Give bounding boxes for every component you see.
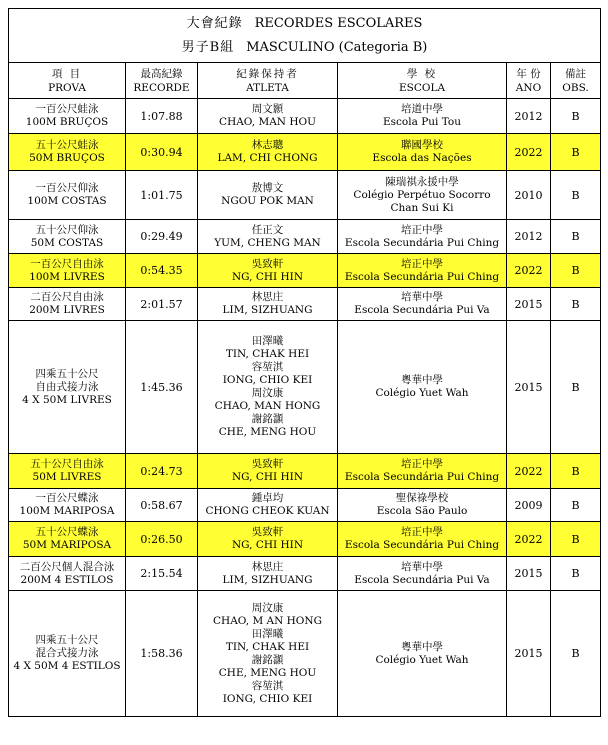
escola-cell-line: 培華中學 <box>401 560 443 573</box>
escola-cell-line: 培正中學 <box>401 257 443 270</box>
escola-cell-line: Escola Secundária Pui Va <box>354 304 490 316</box>
title-line-1 <box>11 12 598 36</box>
prova-cell <box>9 454 126 489</box>
atleta-cell-line: 周汶康 <box>251 387 284 399</box>
atleta-cell-line: 吳致軒 <box>251 257 284 270</box>
prova-cell <box>9 522 126 557</box>
obs-cell: B <box>551 522 601 557</box>
prova-cell-line: 四乘五十公尺 <box>35 367 99 380</box>
prova-cell <box>9 591 126 717</box>
table-row <box>9 591 601 717</box>
atleta-cell <box>198 134 338 171</box>
escola-cell-line: 培正中學 <box>401 223 443 236</box>
header-recorde: 最高紀錄 RECORDE <box>126 63 198 99</box>
obs-cell: B <box>551 454 601 489</box>
ano-cell: 2022 <box>507 454 551 489</box>
recorde-cell: 0:24.73 <box>126 454 198 489</box>
atleta-cell-line: LIM, SIZHUANG <box>222 573 313 586</box>
atleta-cell <box>198 254 338 288</box>
escola-cell <box>338 99 507 134</box>
ano-cell: 2022 <box>507 254 551 288</box>
escola-cell-line: Colégio Yuet Wah <box>375 653 469 666</box>
ano-cell: 2012 <box>507 99 551 134</box>
prova-cell-line: 一百公尺蛙泳 <box>35 103 99 115</box>
title-zh-1: 大會紀錄 <box>186 15 243 31</box>
obs-cell: B <box>551 489 601 522</box>
title-pt-2: MASCULINO (Categoria B) <box>246 39 428 55</box>
atleta-cell-line: CHE, MENG HOU <box>218 666 317 679</box>
recorde-cell: 1:01.75 <box>126 171 198 220</box>
escola-cell <box>338 454 507 489</box>
escola-cell-line: Escola Secundária Pui Ching <box>344 270 500 283</box>
atleta-cell <box>198 454 338 489</box>
escola-cell-line: Escola das Nações <box>372 152 472 164</box>
title-zh-2: 男子B組 <box>181 39 235 55</box>
records-table <box>8 8 601 717</box>
ano-cell: 2009 <box>507 489 551 522</box>
prova-cell-line: 4 X 50M LIVRES <box>22 393 112 406</box>
escola-cell-line: 聖保祿學校 <box>395 492 449 504</box>
table-row <box>9 288 601 321</box>
atleta-cell-line: 容堃淇 <box>251 361 284 373</box>
title-pt-1: RECORDES ESCOLARES <box>254 15 423 31</box>
prova-cell <box>9 220 126 254</box>
atleta-cell-line: 鍾卓均 <box>251 492 284 504</box>
atleta-cell-line: NG, CHI HIN <box>231 471 304 483</box>
obs-cell: B <box>551 99 601 134</box>
atleta-cell-line: YUM, CHENG MAN <box>214 236 321 249</box>
title-block <box>9 9 601 63</box>
obs-cell: B <box>551 288 601 321</box>
escola-cell <box>338 254 507 288</box>
atleta-cell-line: CHE, MENG HOU <box>218 426 317 438</box>
ano-cell: 2022 <box>507 522 551 557</box>
atleta-cell-line: 田澤曦 <box>251 335 284 347</box>
atleta-cell-line: CHONG CHEOK KUAN <box>205 505 330 517</box>
prova-cell-line: 50M MARIPOSA <box>22 539 112 551</box>
atleta-cell-line: 敖博文 <box>251 182 284 194</box>
prova-cell-line: 五十公尺蝶泳 <box>35 526 99 538</box>
recorde-cell: 1:07.88 <box>126 99 198 134</box>
table-row <box>9 99 601 134</box>
prova-cell-line: 50M COSTAS <box>30 236 104 249</box>
escola-cell-line: Escola Secundária Pui Ching <box>344 539 500 551</box>
atleta-cell <box>198 489 338 522</box>
escola-cell-line: 聯國學校 <box>401 139 443 151</box>
prova-cell <box>9 254 126 288</box>
atleta-cell-line: 周汶康 <box>251 601 284 614</box>
escola-cell-line: Chan Sui Ki <box>390 201 454 214</box>
obs-cell: B <box>551 171 601 220</box>
obs-cell: B <box>551 591 601 717</box>
atleta-cell <box>198 99 338 134</box>
header-ano: 年 份 ANO <box>507 63 551 99</box>
atleta-cell <box>198 288 338 321</box>
escola-cell <box>338 557 507 591</box>
atleta-cell-line: CHAO, MAN HOU <box>219 116 316 128</box>
prova-cell-line: 200M 4 ESTILOS <box>20 573 114 586</box>
table-row <box>9 522 601 557</box>
escola-cell-line: 粵華中學 <box>401 374 443 386</box>
escola-cell <box>338 288 507 321</box>
table-row <box>9 171 601 220</box>
atleta-cell-line: 吳致軒 <box>251 458 284 470</box>
prova-cell-line: 100M BRUÇOS <box>25 116 109 128</box>
atleta-cell-line: 容堃淇 <box>251 679 284 692</box>
table-row <box>9 489 601 522</box>
ano-cell: 2012 <box>507 220 551 254</box>
recorde-cell: 0:29.49 <box>126 220 198 254</box>
header-escola: 學 校 ESCOLA <box>338 63 507 99</box>
recorde-cell: 0:26.50 <box>126 522 198 557</box>
atleta-cell-line: 林思庄 <box>251 291 284 303</box>
prova-cell <box>9 321 126 454</box>
escola-cell <box>338 591 507 717</box>
atleta-cell-line: 謝銘灝 <box>251 653 284 666</box>
ano-cell: 2015 <box>507 591 551 717</box>
atleta-cell <box>198 557 338 591</box>
header-obs: 備註 OBS. <box>551 63 601 99</box>
obs-cell: B <box>551 134 601 171</box>
prova-cell-line: 一百公尺仰泳 <box>35 182 99 194</box>
prova-cell-line: 混合式接力泳 <box>35 647 99 659</box>
escola-cell <box>338 489 507 522</box>
escola-cell-line: 培正中學 <box>401 526 443 538</box>
atleta-cell-line: TIN, CHAK HEI <box>225 348 310 360</box>
prova-cell-line: 50M LIVRES <box>32 471 102 483</box>
prova-cell-line: 二百公尺自由泳 <box>30 291 104 303</box>
header-atleta: 紀錄保持者 ATLETA <box>198 63 338 99</box>
atleta-cell-line: NGOU POK MAN <box>221 195 314 207</box>
escola-cell <box>338 522 507 557</box>
prova-cell-line: 二百公尺個人混合泳 <box>19 560 115 573</box>
table-row <box>9 134 601 171</box>
records-sheet <box>8 8 600 717</box>
recorde-cell: 0:54.35 <box>126 254 198 288</box>
atleta-cell-line: 吳致軒 <box>251 526 284 538</box>
prova-cell-line: 五十公尺蛙泳 <box>35 139 99 151</box>
escola-cell-line: 粵華中學 <box>401 640 443 653</box>
atleta-cell-line: LAM, CHI CHONG <box>217 152 318 164</box>
recorde-cell: 0:58.67 <box>126 489 198 522</box>
prova-cell-line: 100M LIVRES <box>29 270 105 283</box>
escola-cell-line: Escola São Paulo <box>376 505 468 517</box>
escola-cell-line: Escola Secundária Pui Ching <box>344 471 500 483</box>
escola-cell-line: 培道中學 <box>401 103 443 115</box>
atleta-cell-line: CHAO, MAN HONG <box>214 400 321 412</box>
prova-cell-line: 一百公尺自由泳 <box>30 257 104 270</box>
prova-cell-line: 100M COSTAS <box>27 195 107 207</box>
prova-cell <box>9 557 126 591</box>
table-row <box>9 254 601 288</box>
atleta-cell-line: 任正文 <box>251 223 284 236</box>
prova-cell-line: 四乘五十公尺 <box>35 634 99 646</box>
obs-cell: B <box>551 220 601 254</box>
escola-cell-line: Escola Pui Tou <box>382 116 461 128</box>
atleta-cell-line: 田澤曦 <box>251 627 284 640</box>
atleta-cell-line: CHAO, M AN HONG <box>213 614 322 627</box>
atleta-cell-line: NG, CHI HIN <box>231 270 304 283</box>
ano-cell: 2015 <box>507 288 551 321</box>
recorde-cell: 0:30.94 <box>126 134 198 171</box>
escola-cell-line: 培華中學 <box>401 291 443 303</box>
atleta-cell-line: TIN, CHAK HEI <box>225 640 310 653</box>
atleta-cell-line: 林志聰 <box>251 139 284 151</box>
atleta-cell-line: IONG, CHIO KEI <box>222 692 313 705</box>
atleta-cell-line: 林思庄 <box>251 560 284 573</box>
atleta-cell <box>198 220 338 254</box>
obs-cell: B <box>551 321 601 454</box>
atleta-cell-line: 謝銘灝 <box>251 413 284 425</box>
atleta-cell <box>198 171 338 220</box>
prova-cell-line: 一百公尺蝶泳 <box>35 492 99 504</box>
ano-cell: 2015 <box>507 557 551 591</box>
escola-cell <box>338 171 507 220</box>
prova-cell-line: 200M LIVRES <box>29 304 105 316</box>
recorde-cell: 2:01.57 <box>126 288 198 321</box>
atleta-cell <box>198 591 338 717</box>
prova-cell-line: 自由式接力泳 <box>35 380 99 393</box>
escola-cell <box>338 220 507 254</box>
header-row <box>9 63 601 99</box>
table-row <box>9 321 601 454</box>
prova-cell-line: 五十公尺自由泳 <box>30 458 104 470</box>
atleta-cell <box>198 522 338 557</box>
table-row <box>9 220 601 254</box>
title-line-2 <box>11 36 598 60</box>
escola-cell-line: 培正中學 <box>401 458 443 470</box>
ano-cell: 2015 <box>507 321 551 454</box>
table-row <box>9 454 601 489</box>
prova-cell <box>9 171 126 220</box>
escola-cell <box>338 321 507 454</box>
atleta-cell <box>198 321 338 454</box>
prova-cell-line: 4 X 50M 4 ESTILOS <box>13 660 121 672</box>
atleta-cell-line: 周文顥 <box>251 103 284 115</box>
atleta-cell-line: IONG, CHIO KEI <box>222 374 313 386</box>
header-prova: 項 目 PROVA <box>9 63 126 99</box>
prova-cell <box>9 99 126 134</box>
recorde-cell: 1:58.36 <box>126 591 198 717</box>
atleta-cell-line: LIM, SIZHUANG <box>222 304 313 316</box>
escola-cell-line: Escola Secundária Pui Va <box>354 573 490 586</box>
escola-cell-line: 陳瑞祺永援中學 <box>385 175 459 188</box>
obs-cell: B <box>551 254 601 288</box>
prova-cell <box>9 288 126 321</box>
escola-cell <box>338 134 507 171</box>
prova-cell-line: 100M MARIPOSA <box>19 505 115 517</box>
escola-cell-line: Colégio Perpétuo Socorro <box>353 188 491 201</box>
atleta-cell-line: NG, CHI HIN <box>231 539 304 551</box>
ano-cell: 2022 <box>507 134 551 171</box>
obs-cell: B <box>551 557 601 591</box>
escola-cell-line: Colégio Yuet Wah <box>375 387 469 399</box>
table-row <box>9 557 601 591</box>
prova-cell <box>9 134 126 171</box>
recorde-cell: 1:45.36 <box>126 321 198 454</box>
prova-cell-line: 50M BRUÇOS <box>29 152 105 164</box>
prova-cell <box>9 489 126 522</box>
escola-cell-line: Escola Secundária Pui Ching <box>344 236 500 249</box>
prova-cell-line: 五十公尺仰泳 <box>35 223 99 236</box>
recorde-cell: 2:15.54 <box>126 557 198 591</box>
ano-cell: 2010 <box>507 171 551 220</box>
